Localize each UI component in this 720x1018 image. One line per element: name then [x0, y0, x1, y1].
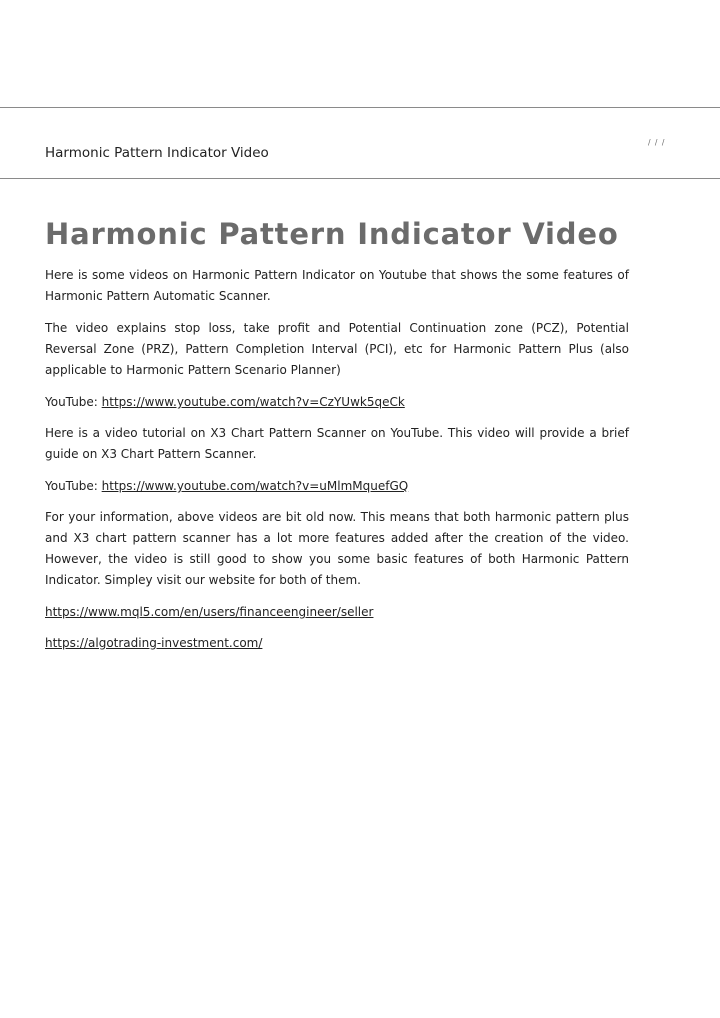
youtube-label-1: YouTube: — [45, 395, 102, 409]
video-explanation-paragraph: The video explains stop loss, take profit and Potential Continuation zone (PCZ), Potential Reversal Zone (PRZ), Pattern Completion Interval (PCI), etc for Harmonic Pattern Plus (also applicable to Harmonic Pattern Scenario Planner) — [45, 321, 629, 377]
youtube-label-2: YouTube: — [45, 479, 102, 493]
algotrading-link-line — [45, 633, 629, 654]
header-top-divider — [0, 107, 720, 108]
article-body — [45, 265, 629, 664]
header-title: Harmonic Pattern Indicator Video — [45, 145, 269, 161]
breadcrumb: / / / — [648, 138, 666, 147]
mql5-link-line — [45, 602, 629, 623]
youtube-link-line-2 — [45, 476, 629, 497]
header-bottom-divider — [0, 178, 720, 179]
x3-tutorial-paragraph: Here is a video tutorial on X3 Chart Pattern Scanner on YouTube. This video will provide a brief guide on X3 Chart Pattern Scanner. — [45, 426, 629, 461]
youtube-link-2[interactable]: https://www.youtube.com/watch?v=uMlmMquefGQ — [101, 479, 409, 493]
intro-paragraph: Here is some videos on Harmonic Pattern Indicator on Youtube that shows the some features of Harmonic Pattern Automatic Scanner. — [45, 268, 629, 303]
algotrading-website-link[interactable]: https://algotrading-investment.com/ — [45, 636, 263, 650]
page-title: Harmonic Pattern Indicator Video — [45, 217, 619, 251]
info-paragraph: For your information, above videos are bit old now. This means that both harmonic pattern plus and X3 chart pattern scanner has a lot more features added after the creation of the video. However, the video is still good to show you some basic features of both Harmonic Pattern Indicator. Simpley visit our website for both of them. — [45, 510, 629, 587]
youtube-link-line-1 — [45, 392, 629, 413]
mql5-seller-link[interactable]: https://www.mql5.com/en/users/financeengineer/seller — [45, 605, 374, 619]
youtube-link-1[interactable]: https://www.youtube.com/watch?v=CzYUwk5qeCk — [101, 395, 405, 409]
